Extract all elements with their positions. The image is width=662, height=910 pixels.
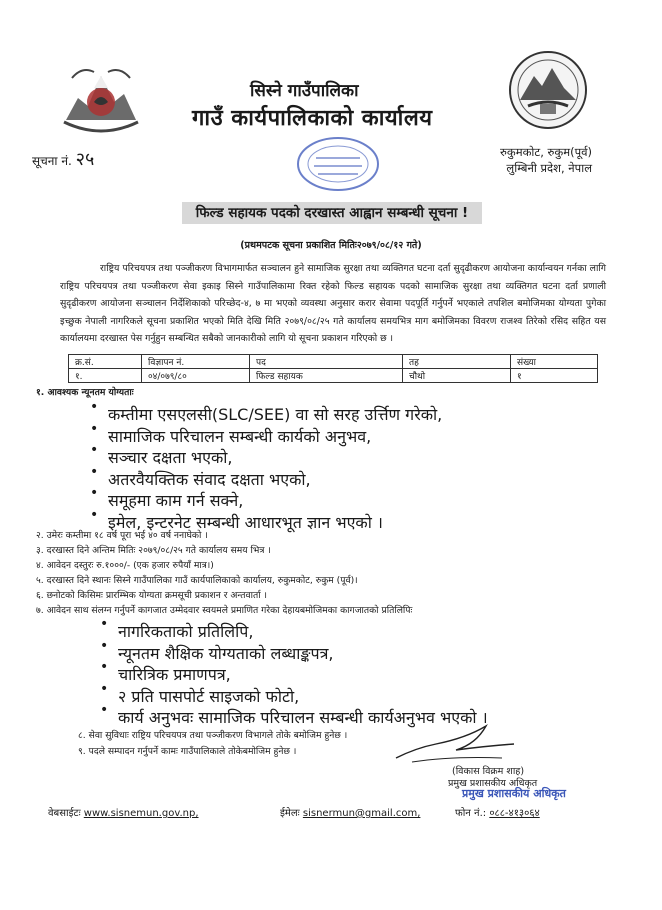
vacancy-table [68, 354, 598, 383]
table-row [69, 369, 598, 383]
phone-number: ०८८-४१३०६४ [489, 808, 540, 819]
notice-number [32, 147, 94, 171]
list-item: • सञ्चार दक्षता भएको, [90, 446, 590, 468]
footer-email [280, 805, 420, 819]
list-item: ३. दरखास्त दिने अन्तिम मितिः २०७९/०८/२५ गते कार्यालय समय भित्र । [36, 545, 271, 556]
notice-number-label: सूचना नं. [32, 154, 72, 168]
table-header-cell: पद [250, 355, 403, 369]
table-cell: फिल्ड सहायक [250, 369, 403, 383]
list-item: ४. आवेदन दस्तुरः रु.१०००/- (एक हजार रुपैयाँ मात्र।) [36, 560, 214, 571]
org-name: सिस्ने गाउँपालिका [250, 81, 359, 101]
table-cell: ०४/०७९/८० [142, 369, 250, 383]
notice-heading: फिल्ड सहायक पदको दरखास्त आह्वान सम्बन्धी सूचना ! [182, 202, 482, 224]
website-label: वेबसाईटः [48, 808, 81, 819]
notice-number-value: २५ [75, 149, 95, 170]
office-title: गाउँ कार्यपालिकाको कार्यालय [192, 106, 433, 131]
list-item: • कार्य अनुभवः सामाजिक परिचालन सम्बन्धी कार्यअनुभव भएको । [100, 706, 600, 728]
list-item: • कम्तीमा एसएलसी(SLC/SEE) वा सो सरह उर्त्तिण गरेको, [90, 403, 590, 425]
email-link[interactable]: sisnermun@gmail.com, [302, 808, 421, 819]
list-item: ७. आवेदन साथ संलग्न गर्नुपर्ने कागजात उम्मेदवार स्वयमले प्रमाणित गरेका देहायबमोजिमका कागजातको प्रतिलिपिः [36, 605, 413, 616]
list-item: • अतरवैयक्तिक संवाद दक्षता भएको, [90, 468, 590, 490]
list-item: २. उमेरः कम्तीमा १८ वर्ष पूरा भई ४० वर्ष ननाघेको । [36, 530, 208, 541]
nepal-emblem-icon [58, 58, 144, 138]
phone-label: फोन नं.: [455, 808, 487, 819]
table-cell: १. [69, 369, 142, 383]
table-header-cell: तह [403, 355, 511, 369]
table-header-cell: क्र.सं. [69, 355, 142, 369]
address-line-1: रुकुमकोट, रुकुम(पूर्व) [500, 145, 592, 159]
footer-website [48, 805, 199, 819]
table-cell: १ [511, 369, 598, 383]
documents-list [100, 620, 600, 728]
email-label: ईमेलः [280, 808, 300, 819]
list-item: • २ प्रति पासपोर्ट साइजको फोटो, [100, 685, 600, 707]
list-item: ५. दरखास्त दिने स्थानः सिस्ने गाउँपालिका गाउँ कार्यपालिकाको कार्यालय, रुकुमकोट, रुकुम (पूर्व)। [36, 575, 358, 586]
table-header-row [69, 355, 598, 369]
list-item: ६. छनोटको किसिमः प्रारम्भिक योग्यता क्रमसूची प्रकाशन र अन्तवार्ता । [36, 590, 268, 601]
signatory-stamp: प्रमुख प्रशासकीय अधिकृत [462, 787, 566, 800]
publication-date: (प्रथमपटक सूचना प्रकाशित मितिः२०७९/०८/१२ गते) [240, 240, 422, 251]
list-item: • सामाजिक परिचालन सम्बन्धी कार्यको अनुभव, [90, 425, 590, 447]
table-header-cell: संख्या [511, 355, 598, 369]
table-header-cell: विज्ञापन नं. [142, 355, 250, 369]
office-stamp-icon [294, 134, 382, 194]
footer-phone [455, 805, 540, 819]
municipality-logo-icon [506, 48, 590, 132]
table-cell: चौथो [403, 369, 511, 383]
list-item: ८. सेवा सुविधाः राष्ट्रिय परिचयपत्र तथा पञ्जीकरण विभागले तोके बमोजिम हुनेछ । [78, 730, 348, 741]
list-item: ९. पदले सम्पादन गर्नुपर्ने कामः गाउँपालिकाले तोकेबमोजिम हुनेछ । [78, 746, 297, 757]
requirements-list [90, 403, 590, 532]
address-line-2: लुम्बिनी प्रदेश, नेपाल [506, 161, 592, 175]
notice-body: राष्ट्रिय परिचयपत्र तथा पञ्जीकरण विभागमार्फत सञ्चालन हुने सामाजिक सुरक्षा तथा व्यक्तिगत घटना दर्ता सुदृढीकरण आयोजना कार्यान्वयन गर्नका लागि राष्ट्रिय परिचयपत्र तथा पञ्जीकरण सेवा इकाइ सिस्ने गाउँपालिकामा रिक्त रहेको फिल्ड सहायक पदको सामाजिक सुरक्षा तथा व्यक्तिगत घटना दर्ता प्रणाली सुदृढीकरण आयोजना सञ्चालन निर्देशिकाको परिच्छेद-४, ७ मा भएको व्यवस्था अनुसार करार सेवामा पदपूर्ति गर्नुपर्ने भएकाले तपशिल बमोजिमका योग्यता पुगेका इच्छुक नेपाली नागरिकले सूचना प्रकाशित भएको मिति देखि मिति २०७९/०८/२५ गते कार्यालय समयभित्र माग बमोजिमका विवरण राजश्व तिरेको रसिद सहित यस कार्यालयमा दरखास्त पेस गर्नुहुन सम्बन्धित सबैको जानकारीको लागि यो सूचना प्रकाशन गरिएको छ । [60, 263, 606, 344]
signatory-title: प्रमुख प्रशासकीय अधिकृत [448, 778, 538, 789]
list-item: • चारित्रिक प्रमाणपत्र, [100, 663, 600, 685]
list-item: • न्यूनतम शैक्षिक योग्यताको लब्धाङ्कपत्र, [100, 642, 600, 664]
list-item: • समूहमा काम गर्न सक्ने, [90, 489, 590, 511]
website-link[interactable]: www.sisnemun.gov.np, [83, 808, 199, 819]
signature-icon [392, 722, 532, 766]
requirements-title: १. आवश्यक न्यूनतम योग्यताः [36, 387, 134, 398]
signatory-name: (विकास विक्रम शाह) [452, 766, 525, 777]
list-item: • इमेल, इन्टरनेट सम्बन्धी आधारभूत ज्ञान भएको । [90, 511, 590, 533]
list-item: • नागरिकताको प्रतिलिपि, [100, 620, 600, 642]
